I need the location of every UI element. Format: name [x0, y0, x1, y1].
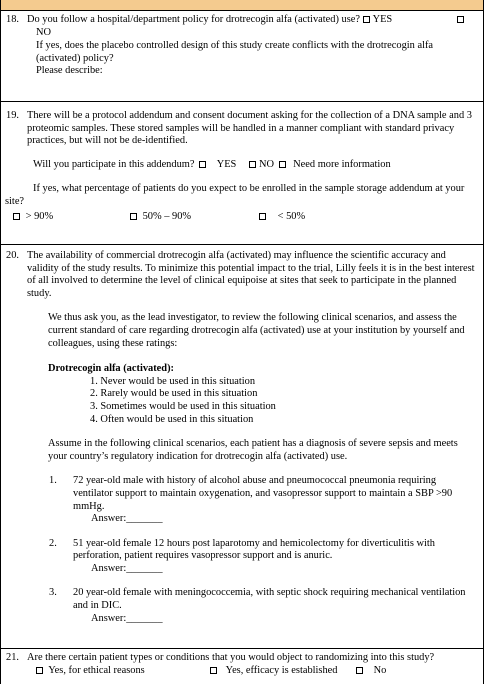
- scenario-2: [1, 538, 483, 576]
- question-number: 18.: [6, 14, 19, 25]
- 50-90-checkbox[interactable]: [130, 213, 137, 220]
- no-checkbox[interactable]: [356, 667, 363, 674]
- intro-text: The availability of commercial drotrecogin alfa (activated) may influence the scientific accuracy and validity of the study results. To minimize this potential impact to the trial, Lilly feels it is in the best interest of all involved to determine the level of clinical equipoise at sites that seek to participate in the planned study.: [27, 250, 475, 299]
- rating-item: 4. Often would be used in this situation: [90, 413, 254, 425]
- no-checkbox[interactable]: [457, 16, 464, 23]
- no-label: NO: [36, 26, 52, 38]
- over-90-checkbox[interactable]: [13, 213, 20, 220]
- option-no: [356, 665, 386, 678]
- q21-options: [1, 665, 483, 678]
- yes-label: YES: [216, 158, 237, 170]
- ratings-list: [1, 376, 483, 426]
- under-50-checkbox[interactable]: [259, 213, 266, 220]
- efficacy-checkbox[interactable]: [210, 667, 217, 674]
- option-efficacy: [210, 665, 337, 678]
- question-number: 20.: [6, 250, 19, 261]
- percent-options: [1, 211, 483, 224]
- scenario-text: 72 year-old male with history of alcohol abuse and pneumococcal pneumonia requiring ventilator support to maintain oxygenation, and vasopressor support to maintain a SBP >90 mmHg.: [73, 475, 453, 512]
- option-ethical: [36, 665, 145, 678]
- participate-row: [1, 159, 483, 172]
- option-50-90: [130, 211, 191, 224]
- scenario-number: 1.: [49, 475, 57, 487]
- rating-item: 1. Never would be used in this situation: [90, 375, 256, 387]
- header-bar: [1, 0, 483, 11]
- question-text: There will be a protocol addendum and consent document asking for the collection of a DNA sample and 3 proteomic samples. These stored samples will be handled in a manner compliant with standard privacy practices, but will not be de-identified.: [27, 110, 472, 147]
- answer-field[interactable]: Answer:_______: [91, 513, 163, 525]
- answer-field[interactable]: Answer:_______: [91, 562, 163, 574]
- question-number: 19.: [6, 110, 19, 121]
- option-label: < 50%: [277, 210, 306, 222]
- followup-text: If yes, does the placebo controlled design of this study create conflicts with the drotrecogin alfa (activated) policy?: [36, 40, 434, 64]
- scenario-text: 20 year-old female with meningococcemia, with septic shock requiring mechanical ventilation and in DIC.: [73, 587, 466, 612]
- question-text: Do you follow a hospital/department policy for drotrecogin alfa (activated) use?: [27, 14, 360, 25]
- rating-item: 3. Sometimes would be used in this situation: [90, 400, 276, 412]
- no-label: NO: [258, 158, 274, 170]
- describe-label: Please describe:: [36, 65, 103, 77]
- scenario-1: [1, 475, 483, 525]
- scenario-number: 2.: [49, 537, 57, 549]
- scenario-number: 3.: [49, 587, 57, 599]
- drug-heading: Drotrecogin alfa (activated):: [48, 363, 174, 375]
- more-info-label: Need more information: [293, 158, 391, 170]
- assume-text: Assume in the following clinical scenarios, each patient has a diagnosis of severe sepsis and meets your country’s regulatory indication for drotrecogin alfa (activated) use.: [48, 438, 458, 462]
- option-label: Yes, for ethical reasons: [48, 664, 145, 676]
- option-label: Yes, efficacy is established: [225, 664, 338, 676]
- option-label: 50% – 90%: [142, 210, 192, 222]
- percent-question: If yes, what percentage of patients do you expect to be enrolled in the sample storage addendum at your site?: [5, 183, 465, 207]
- more-info-checkbox[interactable]: [279, 161, 286, 168]
- question-21: [1, 649, 483, 678]
- option-label: > 90%: [25, 210, 54, 222]
- option-label: No: [373, 664, 387, 676]
- scenario-3: [1, 587, 483, 625]
- yes-label: YES: [372, 14, 393, 25]
- question-19: [1, 102, 483, 245]
- ask-text: We thus ask you, as the lead investigator, to review the following clinical scenarios, and assess the current standard of care regarding drotrecogin alfa (activated) use at your institution by yourself and colleagues, using these ratings:: [48, 312, 465, 349]
- ethical-checkbox[interactable]: [36, 667, 43, 674]
- question-text: Are there certain patient types or conditions that you would object to randomizing into this study?: [27, 652, 435, 663]
- question-number: 21.: [6, 652, 19, 663]
- scenario-text: 51 year-old female 12 hours post laparotomy and hemicolectomy for diverticulitis with perforation, patient requires vasopressor support and is anuric.: [73, 537, 435, 562]
- question-18: [1, 11, 483, 102]
- yes-checkbox[interactable]: [363, 16, 370, 23]
- participate-text: Will you participate in this addendum?: [33, 158, 195, 170]
- answer-field[interactable]: Answer:_______: [91, 612, 163, 624]
- option-under-50: [259, 211, 305, 224]
- question-20: [1, 245, 483, 649]
- option-over-90: [13, 211, 53, 224]
- yes-checkbox[interactable]: [199, 161, 206, 168]
- rating-item: 2. Rarely would be used in this situation: [90, 388, 258, 400]
- no-checkbox[interactable]: [249, 161, 256, 168]
